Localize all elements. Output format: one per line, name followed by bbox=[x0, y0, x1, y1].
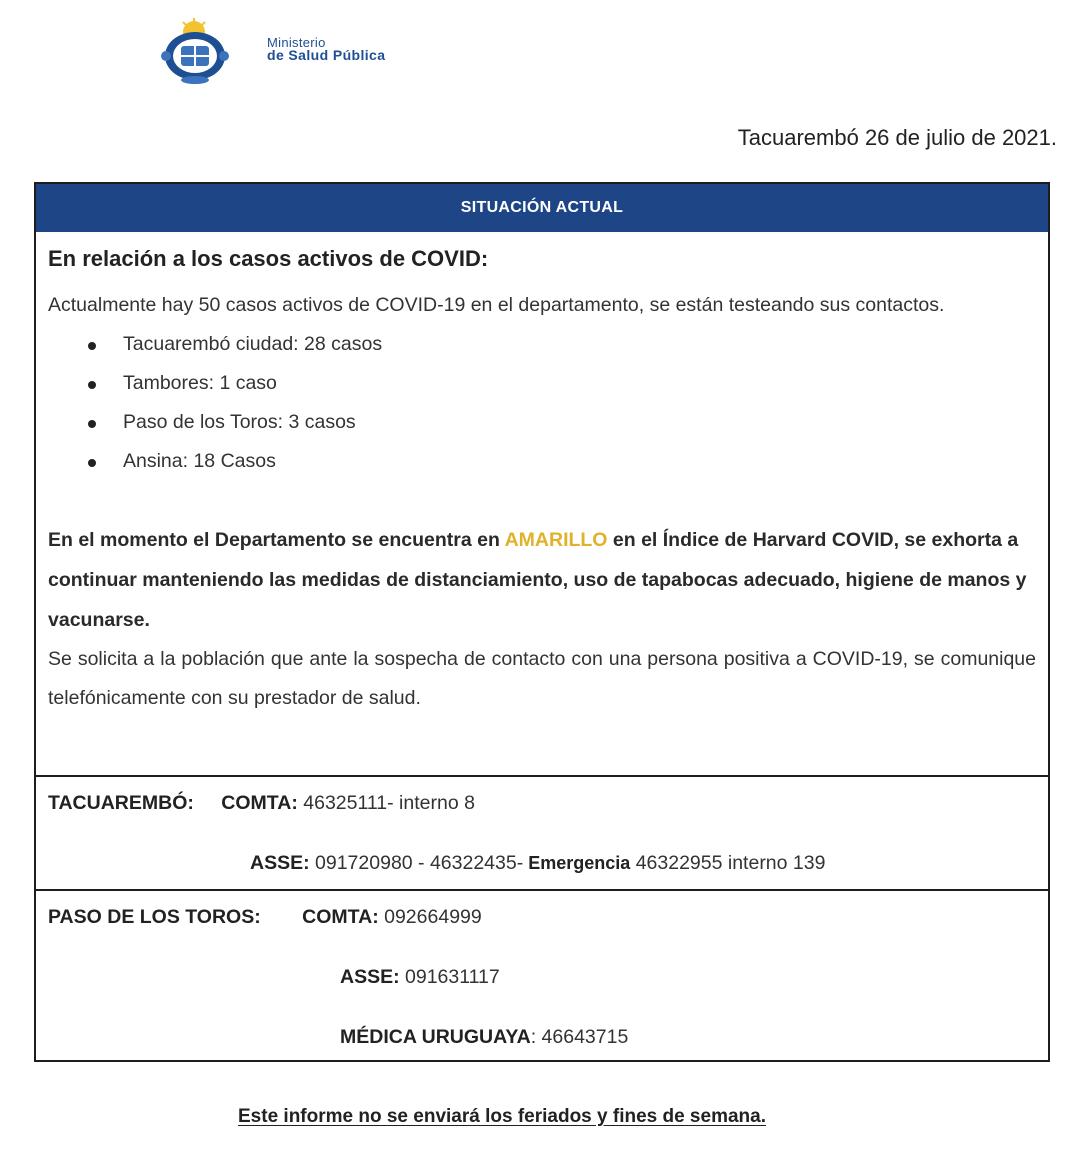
ptoros-asse-row bbox=[340, 966, 500, 989]
paso-de-los-toros-label: PASO DE LOS TOROS: bbox=[48, 906, 261, 928]
asse-phone: 091720980 - 46322435- bbox=[309, 852, 524, 874]
ministry-line2: de Salud Pública bbox=[267, 47, 386, 63]
medica-uruguaya-label: MÉDICA URUGUAYA bbox=[340, 1026, 531, 1048]
divider bbox=[36, 775, 1048, 777]
request-paragraph: Se solicita a la población que ante la sospecha de contacto con una persona positiva a COVID-19, se comunique telefónicamente con su prestador de salud. bbox=[48, 648, 1036, 709]
list-item: Tacuarembó ciudad: 28 casos bbox=[48, 325, 1036, 364]
comta-label: COMTA: bbox=[221, 792, 298, 814]
emergencia-label: Emergencia bbox=[523, 853, 631, 873]
status-color-badge: AMARILLO bbox=[504, 529, 608, 551]
ministry-name bbox=[267, 36, 385, 62]
cases-list bbox=[48, 325, 1036, 481]
tacuarembo-comta-row bbox=[48, 792, 475, 815]
ptoros-comta-row bbox=[48, 906, 482, 929]
comta-label: COMTA: bbox=[302, 906, 379, 928]
asse-label: ASSE: bbox=[340, 966, 400, 988]
tacuarembo-asse-row bbox=[250, 852, 825, 875]
divider bbox=[36, 889, 1048, 891]
ministry-line1: Ministerio bbox=[267, 35, 326, 50]
asse-label: ASSE: bbox=[250, 852, 310, 874]
footer-note: Este informe no se enviará los feriados y fines de semana. bbox=[238, 1106, 766, 1127]
situation-header: SITUACIÓN ACTUAL bbox=[36, 184, 1048, 232]
situation-box bbox=[34, 182, 1050, 1062]
list-item: Tambores: 1 caso bbox=[48, 364, 1036, 403]
comta-phone: 092664999 bbox=[378, 906, 482, 928]
ptoros-medica-row bbox=[340, 1026, 628, 1049]
section-heading: En relación a los casos activos de COVID: bbox=[48, 246, 489, 271]
list-item: Ansina: 18 Casos bbox=[48, 442, 1036, 481]
ministry-logo bbox=[157, 18, 235, 84]
comta-phone: 46325111- interno 8 bbox=[297, 792, 475, 814]
list-item: Paso de los Toros: 3 casos bbox=[48, 403, 1036, 442]
status-paragraph bbox=[48, 520, 1036, 640]
situation-content bbox=[48, 246, 1036, 718]
tacuarembo-label: TACUAREMBÓ: bbox=[48, 792, 194, 814]
status-text-pre: En el momento el Departamento se encuentra en bbox=[48, 529, 505, 551]
status-text-post: en el Índice de Harvard COVID, se exhorta a continuar manteniendo las medidas de distanciamiento, uso de tapabocas adecuado, higiene de manos y vacunarse. bbox=[48, 529, 1027, 631]
intro-paragraph: Actualmente hay 50 casos activos de COVID-19 en el departamento, se están testeando sus contactos. bbox=[48, 294, 945, 316]
emergencia-phone: 46322955 interno 139 bbox=[630, 852, 826, 874]
asse-phone: 091631117 bbox=[399, 966, 500, 988]
medica-uruguaya-phone: : 46643715 bbox=[530, 1026, 629, 1048]
report-date: Tacuarembó 26 de julio de 2021. bbox=[737, 125, 1057, 150]
